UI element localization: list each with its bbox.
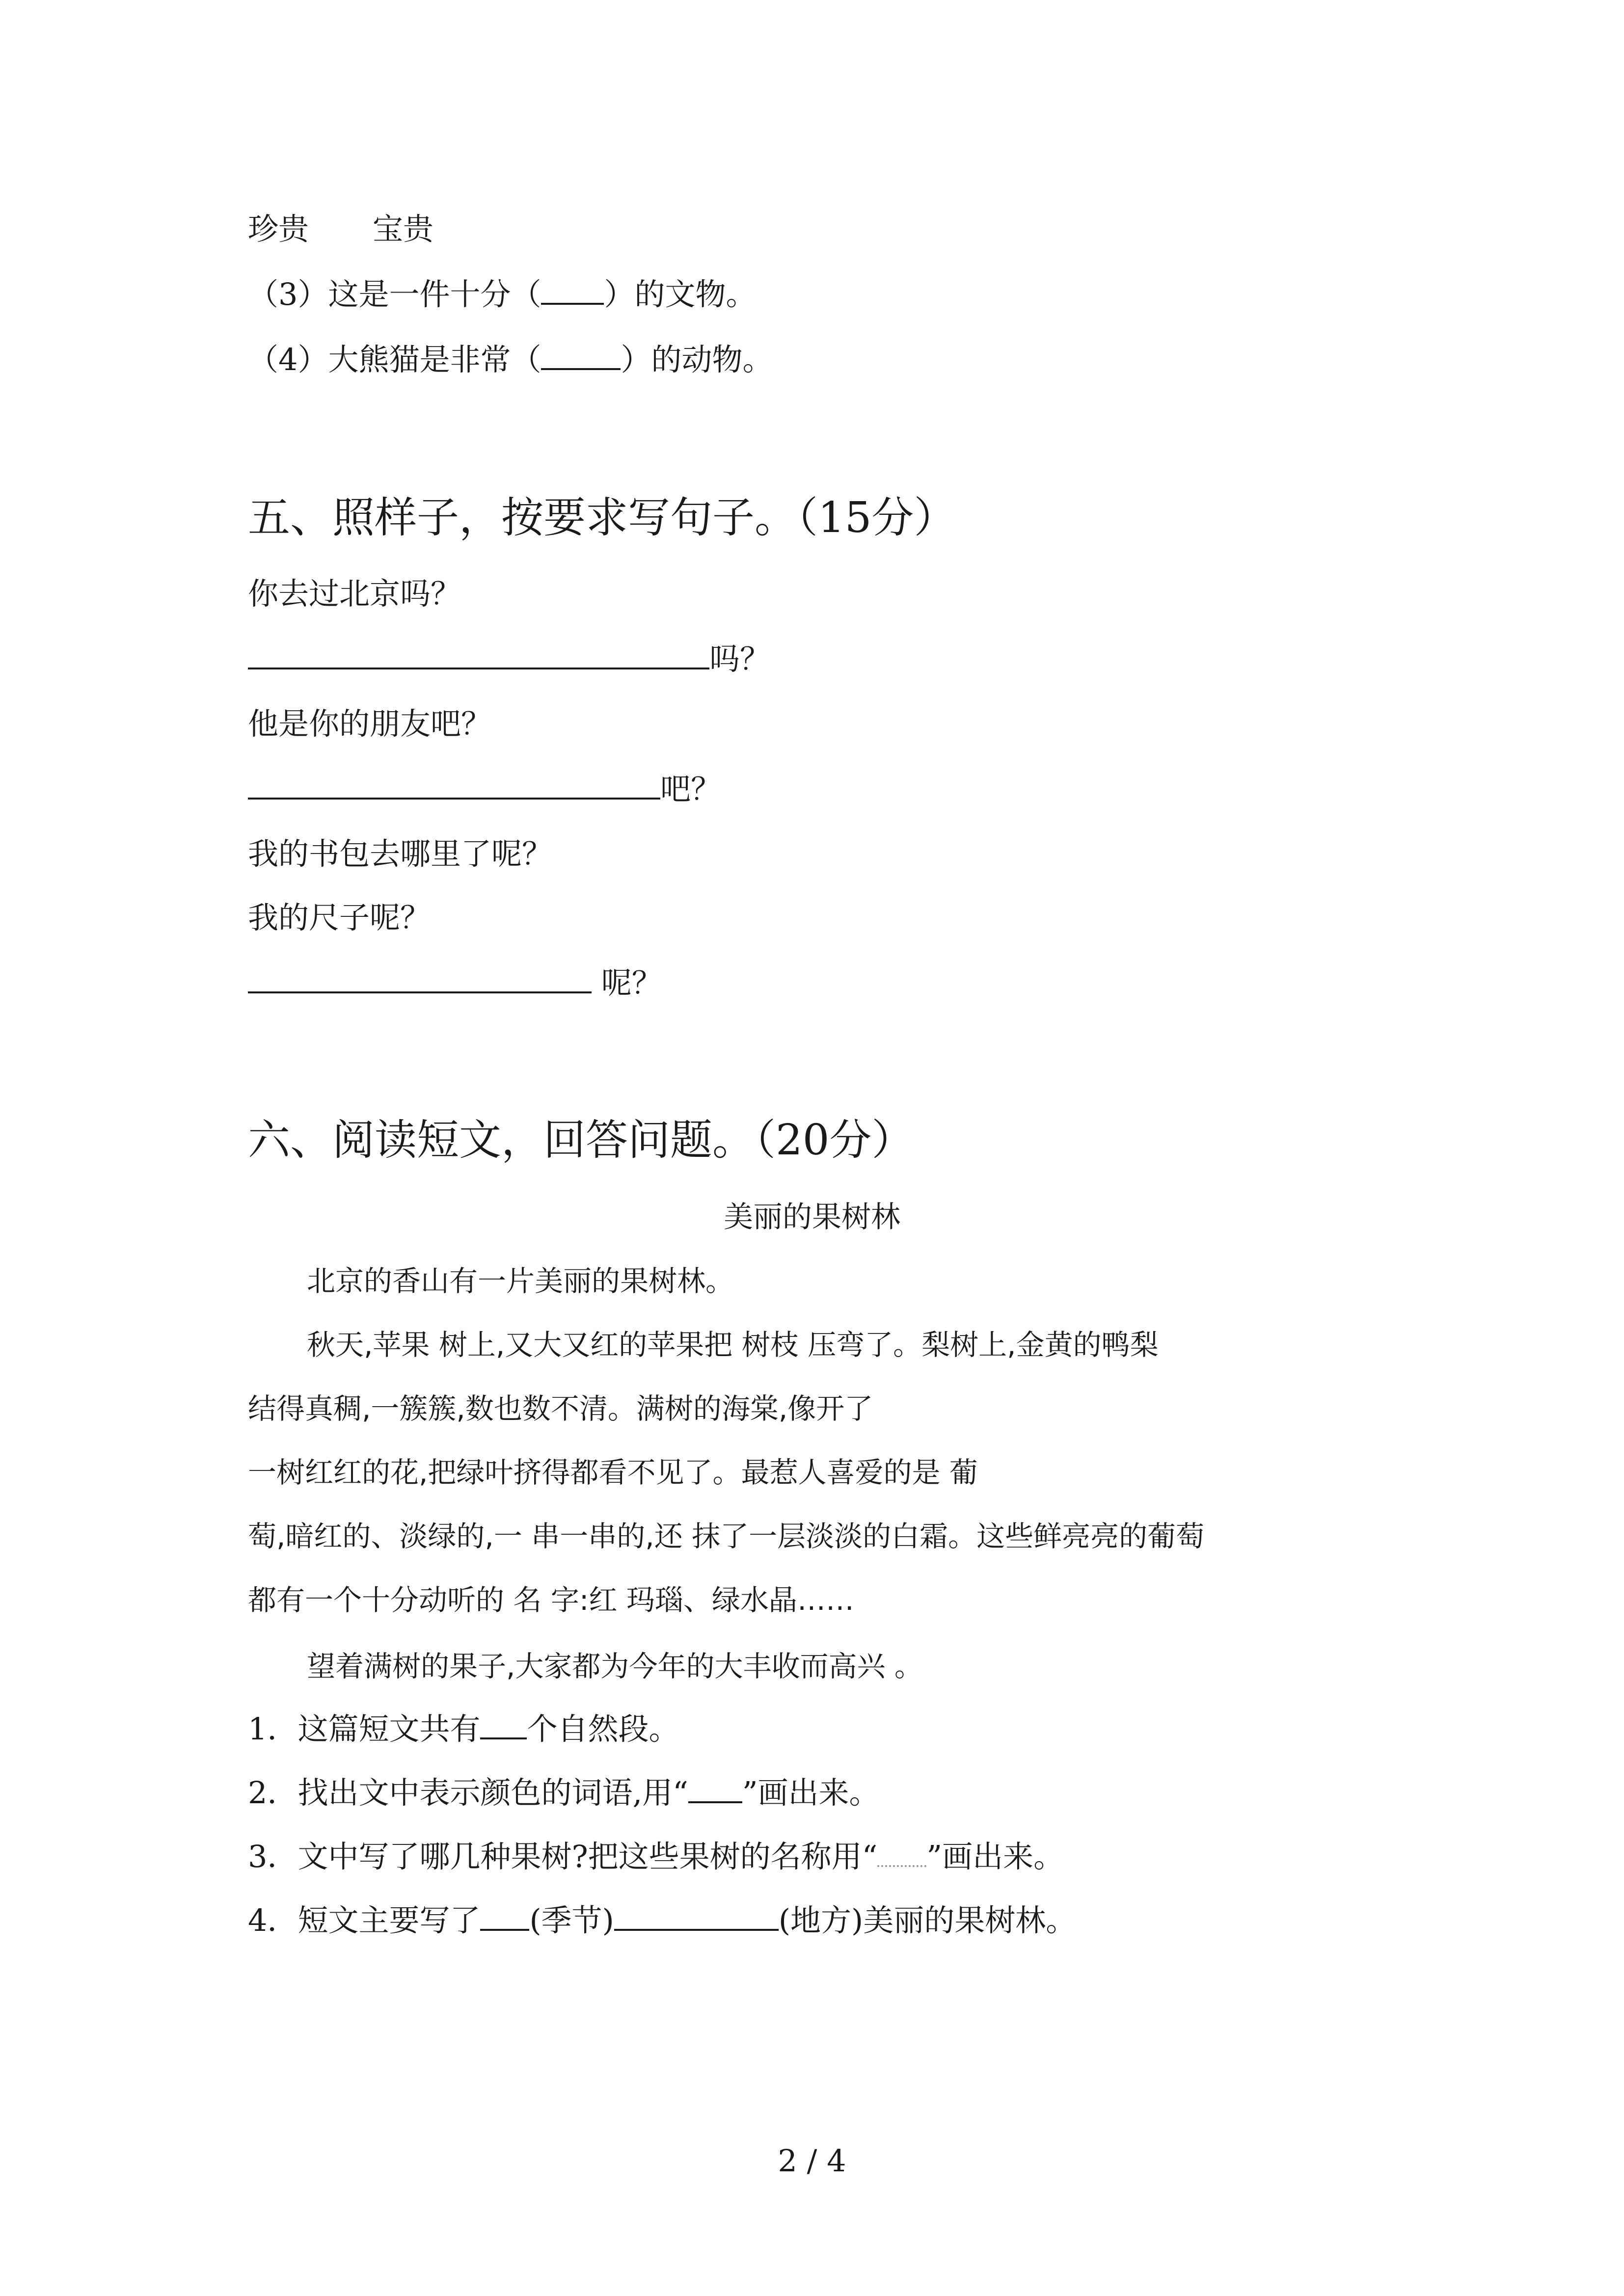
question-3-after: ”画出来。: [926, 1839, 1064, 1874]
passage-title-text: 美丽的果树林: [724, 1200, 900, 1234]
page-number: 2 / 4: [778, 2143, 846, 2179]
answer-blank[interactable]: [248, 767, 660, 800]
question-4-place-label: (地方)美丽的果树林。: [778, 1902, 1077, 1938]
answer-blank[interactable]: [480, 1707, 527, 1739]
section-5-heading: 五、照样子，按要求写句子。（15分）: [248, 493, 956, 542]
sample-sentence-4: 我的尺子呢？: [248, 900, 431, 935]
question-1-before: 1．这篇短文共有: [248, 1711, 481, 1747]
word-1: 珍贵: [248, 211, 309, 247]
sample-sentence-3: 我的书包去哪里了呢？: [248, 836, 553, 872]
underline-sample: [688, 1771, 742, 1803]
answer-blank[interactable]: [614, 1898, 779, 1931]
answer-blank[interactable]: [480, 1898, 529, 1931]
question-4: [248, 1898, 1076, 1943]
answer-blank[interactable]: [541, 338, 621, 370]
wavy-underline-sample: [877, 1838, 926, 1867]
answer-blank[interactable]: [248, 961, 592, 993]
fill-item-3-after: ）的文物。: [604, 276, 757, 312]
passage-paragraph-3: 望着满树的果子,大家都为今年的大丰收而高兴 。: [307, 1650, 923, 1683]
question-4-before: 4．短文主要写了: [248, 1902, 481, 1938]
sample-sentence-1: 你去过北京吗？: [248, 576, 461, 612]
answer-line-1: [248, 637, 770, 681]
question-2: [248, 1771, 880, 1815]
question-3: [248, 1835, 1064, 1879]
passage-title: [0, 1195, 1624, 1239]
passage-paragraph-2-line-2: 结得真稠,一簇簇,数也数不清。满树的海棠,像开了: [248, 1392, 873, 1425]
question-2-after: ”画出来。: [742, 1775, 880, 1811]
passage-paragraph-2-line-3: 一树红红的花,把绿叶挤得都看不见了。最惹人喜爱的是 葡: [248, 1456, 978, 1489]
answer-line-2-end: 吧？: [660, 771, 722, 807]
word-2: 宝贵: [373, 211, 434, 247]
question-4-season-label: (季节): [529, 1902, 614, 1938]
fill-item-4: [248, 338, 773, 382]
passage-paragraph-1: 北京的香山有一片美丽的果树林。: [307, 1264, 734, 1298]
question-3-before: 3．文中写了哪几种果树?把这些果树的名称用“: [248, 1839, 878, 1874]
answer-blank[interactable]: [541, 272, 604, 305]
passage-paragraph-2-line-5: 都有一个十分动听的 名 字:红 玛瑙、绿水晶……: [248, 1583, 854, 1617]
question-2-before: 2．找出文中表示颜色的词语,用“: [248, 1775, 688, 1811]
answer-line-3: [248, 961, 662, 1005]
section-6-heading: 六、阅读短文，回答问题。（20分）: [248, 1116, 914, 1165]
fill-item-4-before: （4）大熊猫是非常（: [248, 342, 541, 377]
answer-line-2: [248, 767, 721, 811]
passage-paragraph-2-line-4: 萄,暗红的、淡绿的,一 串一串的,还 抹了一层淡淡的白霜。这些鲜亮亮的葡萄: [248, 1520, 1205, 1553]
sample-sentence-2: 他是你的朋友吧？: [248, 706, 492, 742]
answer-line-1-end: 吗？: [709, 641, 771, 677]
question-1-after: 个自然段。: [527, 1711, 679, 1747]
answer-blank[interactable]: [248, 637, 709, 669]
question-1: [248, 1707, 679, 1751]
fill-item-3-before: （3）这是一件十分（: [248, 276, 541, 312]
fill-item-3: [248, 272, 756, 317]
passage-paragraph-2-line-1: 秋天,苹果 树上,又大又红的苹果把 树枝 压弯了。梨树上,金黄的鸭梨: [307, 1328, 1159, 1362]
word-pair: [248, 207, 433, 251]
answer-line-3-end: 呢？: [592, 965, 662, 1001]
fill-item-4-after: ）的动物。: [621, 342, 773, 377]
